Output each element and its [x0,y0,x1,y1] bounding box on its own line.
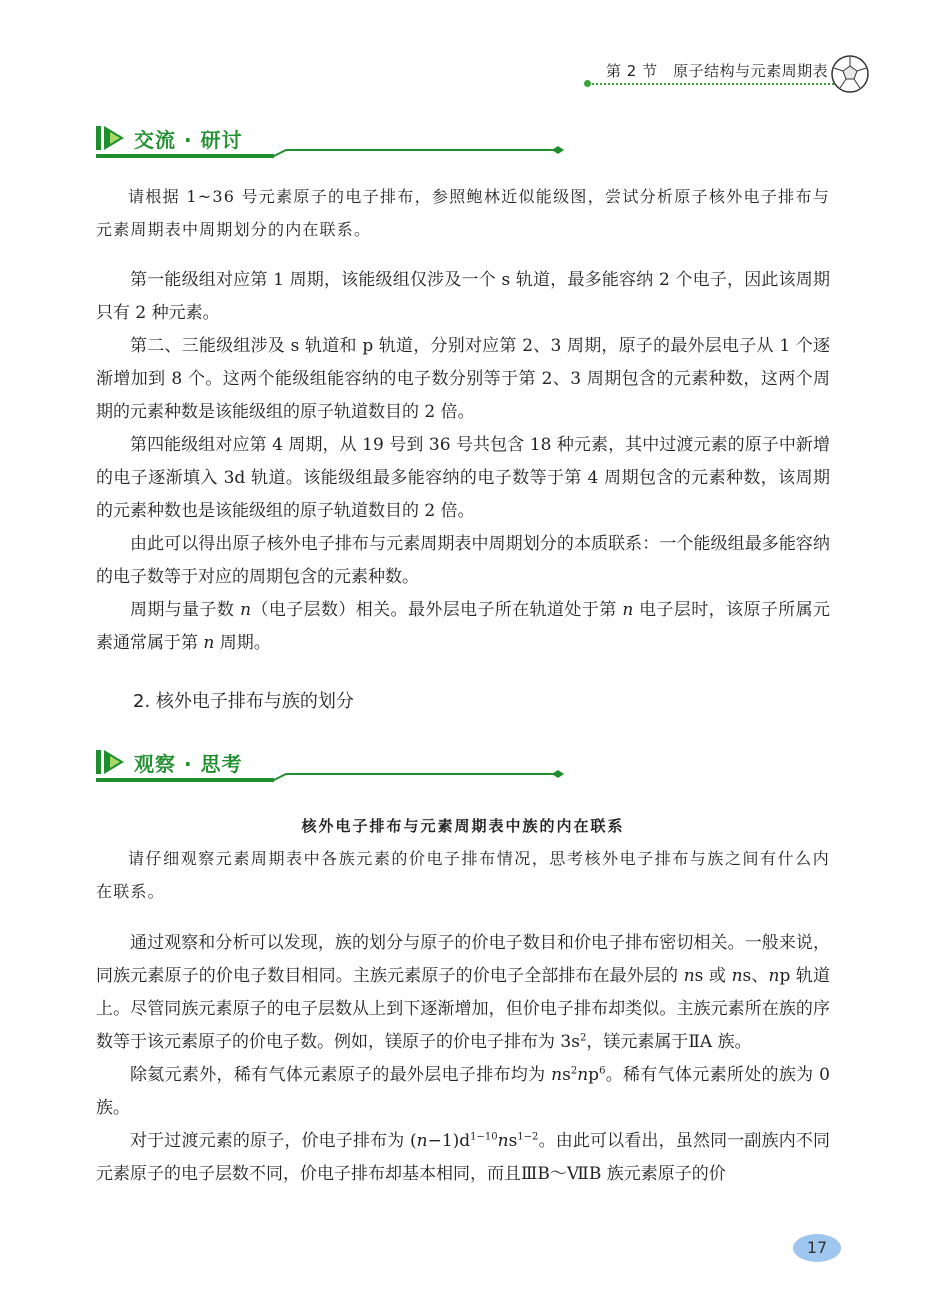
paragraph: 周期与量子数 n（电子层数）相关。最外层电子所在轨道处于第 n 电子层时，该原子所属元素通常属于第 n 周期。 [96,600,831,653]
soccer-ball-icon [830,54,870,94]
paragraph: 第一能级组对应第 1 周期，该能级组仅涉及一个 s 轨道，最多能容纳 2 个电子，因此该周期只有 2 种元素。 [96,270,830,323]
observe-think-banner [96,748,566,788]
observation-answers [96,927,830,1191]
prompt-text: 请仔细观察元素周期表中各族元素的价电子排布情况，思考核外电子排布与族之间有什么内在联系。 [96,849,830,901]
prompt-text: 请根据 1~36 号元素原子的电子排布，参照鲍林近似能级图，尝试分析原子核外电子排布与元素周期表中周期划分的内在联系。 [96,187,830,239]
banner-title: 观察 · 思考 [134,752,243,776]
activity-title: 核外电子排布与元素周期表中族的内在联系 [301,817,625,835]
paragraph: 对于过渡元素的原子，价电子排布为 $(n-1)d^{1-10}ns^{1-2}$。由此可以看出，虽然同一副族内不同元素原子的电子层数不同，价电子排布却基本相同，而且ⅢB～ⅦB 族元素原子的价 [96,1131,830,1184]
observation-prompt [96,842,830,908]
discussion-answers [96,264,830,660]
paragraph: 第四能级组对应第 4 周期，从 19 号到 36 号共包含 18 种元素，其中过渡元素的原子中新增的电子逐渐填入 3d 轨道。该能级组最多能容纳的电子数等于第 4 周期包含的元素种数，该周期的元素种数也是该能级组的原子轨道数目的 2 倍。 [96,435,830,521]
header-divider [588,83,846,85]
section-subheading: 2. 核外电子排布与族的划分 [133,691,354,712]
banner-title: 交流 · 研讨 [134,128,243,152]
paragraph: 由此可以得出原子核外电子排布与元素周期表中周期划分的本质联系：一个能级组最多能容纳的电子数等于对应的周期包含的元素种数。 [96,534,830,587]
exchange-discussion-banner [96,124,566,164]
discussion-prompt [96,180,830,246]
header-dot [584,80,591,87]
page-number: 17 [793,1234,841,1262]
paragraph: 通过观察和分析可以发现，族的划分与原子的价电子数目和价电子排布密切相关。一般来说，同族元素原子的价电子数目相同。主族元素原子的价电子全部排布在最外层的 ns 或 ns、np 轨道上。尽管同族元素原子的电子层数从上到下逐渐增加，但价电子排布却类似。主族元素所在族的序数等于该元素原子的价电子数。例如，镁原子的价电子排布为 $3s^2$，镁元素属于ⅡA 族。 [96,933,830,1052]
running-header: 第 2 节 原子结构与元素周期表 [606,62,829,80]
paragraph: 第二、三能级组涉及 s 轨道和 p 轨道，分别对应第 2、3 周期，原子的最外层电子从 1 个逐渐增加到 8 个。这两个能级组能容纳的电子数分别等于第 2、3 周期包含的元素种数，这两个周期的元素种数是该能级组的原子轨道数目的 2 倍。 [96,336,830,422]
paragraph: 除氦元素外，稀有气体元素原子的最外层电子排布均为 $ns^2np^6$。稀有气体元素所处的族为 0 族。 [96,1065,830,1118]
